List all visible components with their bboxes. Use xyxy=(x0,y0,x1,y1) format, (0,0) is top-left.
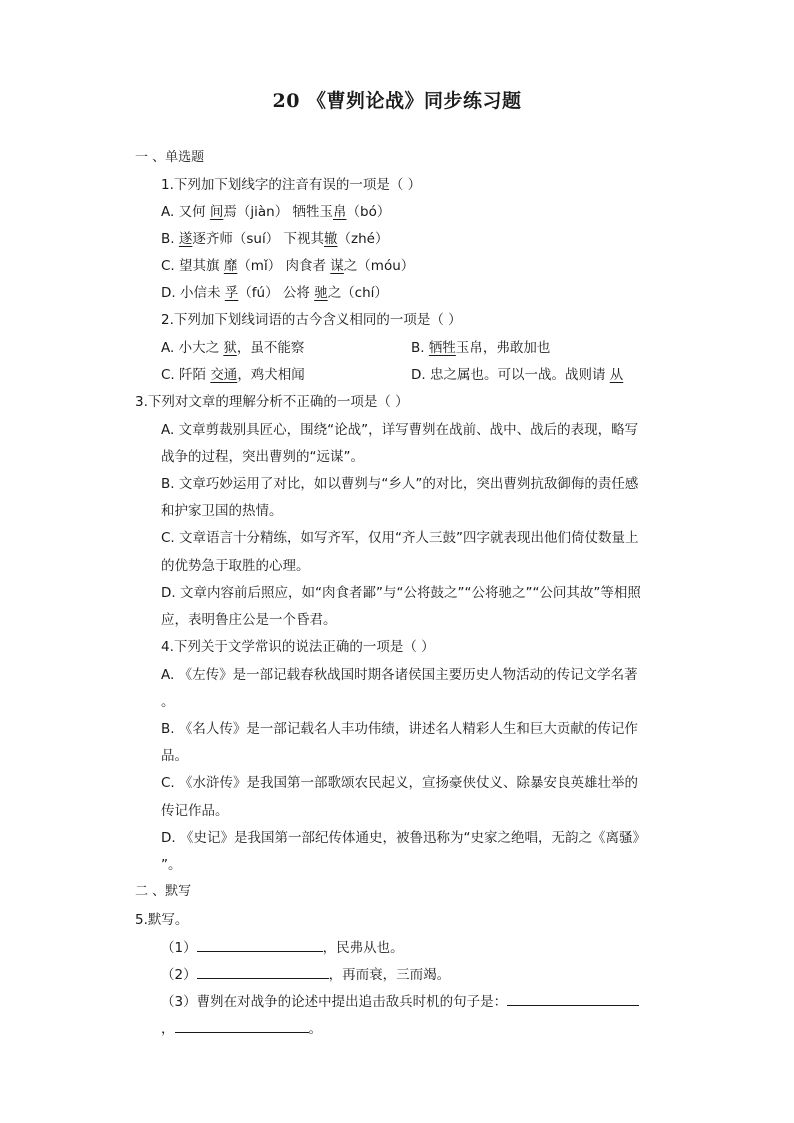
option-text: C. 望其旗 xyxy=(161,258,224,274)
option-text: 焉（jiàn） 牺牲玉 xyxy=(223,204,333,220)
option-text: B. xyxy=(161,231,179,247)
option-text: C. 阡陌 xyxy=(161,367,211,383)
question-5-item-3-cont xyxy=(161,1018,322,1039)
option-text: D. 忠之属也。可以一战。战则请 xyxy=(411,367,610,383)
question-5-item-2 xyxy=(161,964,450,985)
option-text: 逐齐师（suí） 下视其 xyxy=(192,231,324,247)
underlined-char: 谋 xyxy=(330,258,344,274)
question-3-option-a: A. 文章剪裁别具匠心，围绕“论战”，详写曹刿在战前、战中、战后的表现，略写 xyxy=(161,422,639,438)
underlined-char: 靡 xyxy=(223,258,238,274)
question-3-option-a-cont: 战争的过程，突出曹刿的“远谋”。 xyxy=(161,449,364,465)
option-text: A. 又何 xyxy=(161,204,210,220)
item-label: （2） xyxy=(161,967,197,983)
section-heading-single-choice: 一 、单选题 xyxy=(135,150,205,165)
underlined-word: 交通 xyxy=(210,367,238,383)
question-3-option-b: B. 文章巧妙运用了对比，如以曹刿与“乡人”的对比，突出曹刿抗敌御侮的责任感 xyxy=(161,476,639,492)
question-1-option-b xyxy=(161,229,388,249)
question-2-option-a xyxy=(161,338,304,358)
underlined-word: 狱 xyxy=(223,340,237,356)
underlined-char: 驰 xyxy=(314,285,328,301)
question-1-stem: 1.下列加下划线字的注音有误的一项是（ ） xyxy=(161,177,422,193)
question-1-option-c xyxy=(161,256,414,276)
option-text: ，鸡犬相闻 xyxy=(237,367,305,383)
question-3-option-c: C. 文章语言十分精练，如写齐军，仅用“齐人三鼓”四字就表现出他们倚仗数量上 xyxy=(161,530,639,546)
question-4-option-c: C. 《水浒传》是我国第一部歌颂农民起义，宣扬豪侠仗义、除暴安良英雄壮举的 xyxy=(161,775,639,791)
question-4-option-c-cont: 传记作品。 xyxy=(161,803,229,819)
option-text: （bó） xyxy=(346,204,391,220)
underlined-char: 帛 xyxy=(333,204,347,220)
option-text: A. 小大之 xyxy=(161,340,224,356)
question-3-option-d-cont: 应，表明鲁庄公是一个昏君。 xyxy=(161,612,337,628)
underlined-word: 牺牲 xyxy=(428,340,456,356)
question-4-option-a-cont: 。 xyxy=(161,694,175,710)
underlined-char: 间 xyxy=(209,204,224,220)
underlined-char: 辙 xyxy=(324,231,338,247)
item-text: ， xyxy=(161,1021,175,1037)
answer-blank[interactable] xyxy=(197,937,323,952)
page-title: 20 《曹刿论战》同步练习题 xyxy=(272,90,522,112)
question-5-stem: 5.默写。 xyxy=(135,912,189,928)
option-text: （zhé） xyxy=(337,231,389,247)
question-5-item-3 xyxy=(161,991,639,1012)
question-1-option-d xyxy=(161,283,388,303)
option-text: 之（chí） xyxy=(327,285,388,301)
answer-blank[interactable] xyxy=(175,1018,309,1033)
underlined-word: 从 xyxy=(609,367,624,383)
item-text: ，民弗从也。 xyxy=(322,940,404,956)
question-2-option-c xyxy=(161,365,305,385)
option-text: D. 小信未 xyxy=(161,285,225,301)
option-text: （fú） 公将 xyxy=(238,285,315,301)
item-text: （3）曹刿在对战争的论述中提出追击敌兵时机的句子是： xyxy=(161,994,508,1010)
option-text: ，虽不能察 xyxy=(236,340,305,356)
item-label: （1） xyxy=(161,940,197,956)
option-text: 之（móu） xyxy=(343,258,415,274)
question-5-item-1 xyxy=(161,937,404,958)
question-3-stem: 3.下列对文章的理解分析不正确的一项是（ ） xyxy=(135,394,409,410)
item-text: 。 xyxy=(308,1021,322,1037)
option-text: 玉帛，弗敢加也 xyxy=(455,340,551,356)
answer-blank[interactable] xyxy=(197,964,329,979)
question-2-option-b xyxy=(411,338,550,358)
item-text: ，再而衰，三而竭。 xyxy=(328,967,451,983)
question-4-stem: 4.下列关于文学常识的说法正确的一项是（ ） xyxy=(161,639,435,655)
question-1-option-a xyxy=(161,202,390,222)
question-4-option-d-cont: ”。 xyxy=(161,857,182,873)
option-text: B. xyxy=(411,340,429,356)
question-2-option-d xyxy=(411,365,623,385)
section-heading-dictation: 二 、默写 xyxy=(135,884,192,899)
question-3-option-b-cont: 和护家卫国的热情。 xyxy=(161,503,283,519)
question-3-option-d: D. 文章内容前后照应，如“肉食者鄙”与“公将鼓之”“公将驰之”“公问其故”等相照 xyxy=(161,585,641,601)
answer-blank[interactable] xyxy=(507,991,639,1006)
underlined-char: 遂 xyxy=(178,231,193,247)
underlined-char: 孚 xyxy=(224,285,239,301)
question-4-option-a: A. 《左传》是一部记载春秋战国时期各诸侯国主要历史人物活动的传记文学名著 xyxy=(161,667,638,683)
question-4-option-b-cont: 品。 xyxy=(161,748,188,764)
option-text: （mǐ） 肉食者 xyxy=(237,258,331,274)
question-4-option-d: D. 《史记》是我国第一部纪传体通史，被鲁迅称为“史家之绝唱，无韵之《离骚》 xyxy=(161,830,646,846)
question-3-option-c-cont: 的优势急于取胜的心理。 xyxy=(161,558,310,574)
question-2-stem: 2.下列加下划线词语的古今含义相同的一项是（ ） xyxy=(161,312,462,328)
question-4-option-b: B. 《名人传》是一部记载名人丰功伟绩，讲述名人精彩人生和巨大贡献的传记作 xyxy=(161,721,638,737)
